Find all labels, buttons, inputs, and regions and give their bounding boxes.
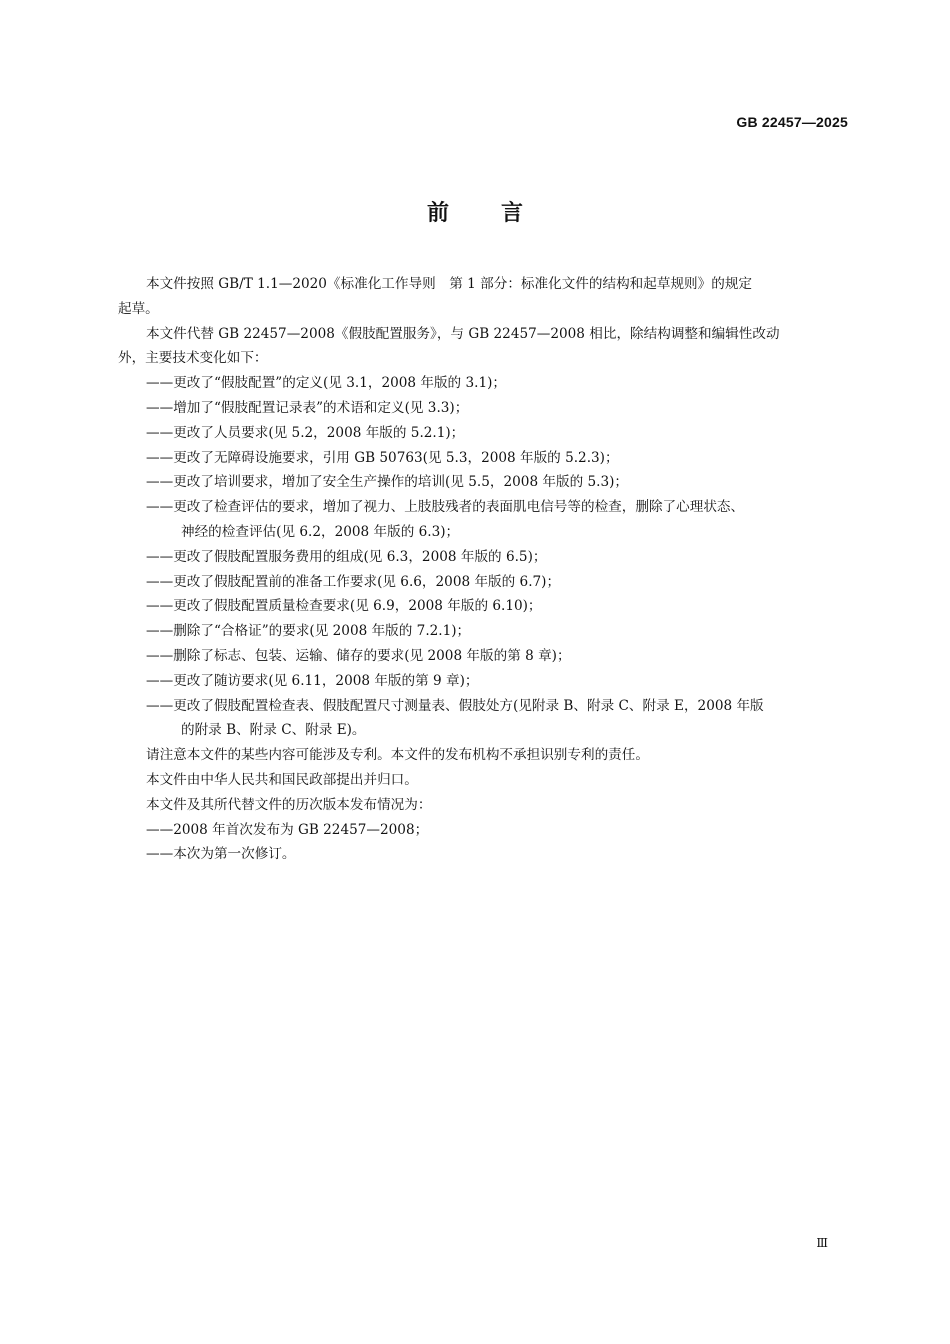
page-title xyxy=(0,196,950,227)
change-item: ——增加了“假肢配置记录表”的术语和定义(见 3.3)； xyxy=(146,399,469,416)
change-item: ——更改了假肢配置前的准备工作要求(见 6.6，2008 年版的 6.7)； xyxy=(146,573,561,590)
title-char-1: 前 xyxy=(426,201,449,226)
title-char-2: 言 xyxy=(501,201,524,226)
paragraph-history-intro: 本文件及其所代替文件的历次版本发布情况为： xyxy=(146,796,432,813)
change-item: ——更改了检查评估的要求，增加了视力、上肢肢残者的表面肌电信号等的检查，删除了心理状态、 xyxy=(146,499,745,516)
change-item: ——删除了“合格证”的要求(见 2008 年版的 7.2.1)； xyxy=(146,623,471,640)
paragraph-drafting-rules: 本文件按照 GB/T 1.1—2020《标准化工作导则 第 1 部分：标准化文件的结构和起草规则》的规定 xyxy=(146,276,753,292)
change-item: ——更改了假肢配置服务费用的组成(见 6.3，2008 年版的 6.5)； xyxy=(146,548,547,565)
page-number: Ⅲ xyxy=(816,1236,828,1250)
paragraph-replacement: 本文件代替 GB 22457—2008《假肢配置服务》，与 GB 22457—2008 相比，除结构调整和编辑性改动 xyxy=(146,325,780,342)
paragraph-patent-notice: 请注意本文件的某些内容可能涉及专利。本文件的发布机构不承担识别专利的责任。 xyxy=(146,747,649,764)
history-item: ——2008 年首次发布为 GB 22457—2008； xyxy=(146,821,429,838)
paragraph-drafting-rules-cont: 起草。 xyxy=(118,300,159,317)
foreword-body xyxy=(118,272,850,867)
change-item: ——更改了假肢配置检查表、假肢配置尺寸测量表、假肢处方(见附录 B、附录 C、附录 E，2008 年版 xyxy=(146,697,764,714)
change-item: ——更改了培训要求，增加了安全生产操作的培训(见 5.5，2008 年版的 5.3)； xyxy=(146,474,629,491)
change-item-cont: 神经的检查评估(见 6.2，2008 年版的 6.3)； xyxy=(181,523,460,540)
change-item: ——更改了假肢配置质量检查要求(见 6.9，2008 年版的 6.10)； xyxy=(146,598,542,615)
paragraph-replacement-cont: 外，主要技术变化如下： xyxy=(118,350,268,367)
change-item: ——删除了标志、包装、运输、储存的要求(见 2008 年版的第 8 章)； xyxy=(146,647,571,664)
change-item: ——更改了“假肢配置”的定义(见 3.1，2008 年版的 3.1)； xyxy=(146,375,506,392)
change-item: ——更改了随访要求(见 6.11，2008 年版的第 9 章)； xyxy=(146,672,479,689)
change-item-cont: 的附录 B、附录 C、附录 E)。 xyxy=(181,722,366,739)
history-item: ——本次为第一次修订。 xyxy=(146,846,296,863)
change-item: ——更改了人员要求(见 5.2，2008 年版的 5.2.1)； xyxy=(146,424,465,441)
change-item: ——更改了无障碍设施要求，引用 GB 50763(见 5.3，2008 年版的 5.2.3)； xyxy=(146,449,619,466)
paragraph-proposer: 本文件由中华人民共和国民政部提出并归口。 xyxy=(146,771,418,788)
standard-number: GB 22457—2025 xyxy=(736,114,848,130)
